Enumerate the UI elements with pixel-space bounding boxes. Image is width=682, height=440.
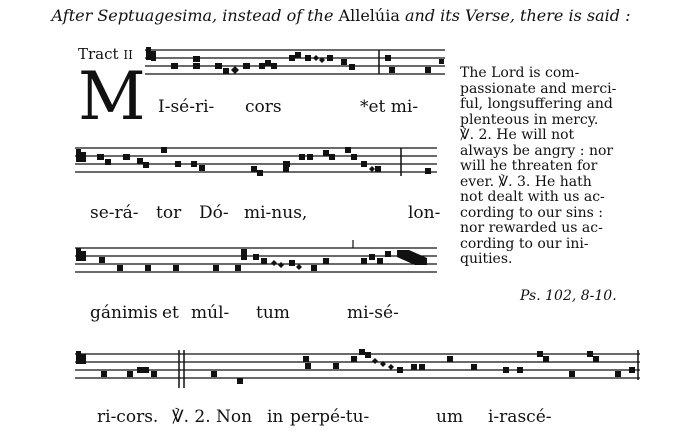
lyric-syllable: se-rá- xyxy=(90,203,139,223)
lyric-syllable: Dó- xyxy=(199,203,229,223)
rubric-alleluia: Allelúia xyxy=(338,6,400,25)
chant-staff-1 xyxy=(145,46,445,86)
lyric-syllable: ℣. 2. Non xyxy=(172,407,253,427)
lyric-syllable: I-sé-ri- xyxy=(158,97,215,117)
lyric-syllable: tor xyxy=(156,203,182,223)
lyric-syllable: et xyxy=(162,303,179,323)
translation-line: plenteous in mercy. xyxy=(460,111,599,128)
lyric-syllable: in xyxy=(267,407,284,427)
translation-line: The Lord is com- xyxy=(460,65,580,81)
chant-staff-4 xyxy=(75,350,640,390)
lyric-syllable: *et mi- xyxy=(360,97,419,117)
translation-line: nor rewarded us ac- xyxy=(460,220,603,236)
lyric-syllable: ri-cors. xyxy=(97,407,159,427)
lyric-syllable: gánimis xyxy=(90,303,158,323)
translation-line: passionate and merci- xyxy=(460,80,617,97)
rubric-part-3: and its Verse, there is said : xyxy=(404,6,631,25)
lyric-syllable: múl- xyxy=(191,303,230,323)
initial-letter: M xyxy=(78,58,146,135)
translation-line: always be angry : nor xyxy=(460,142,614,159)
chant-staff-3 xyxy=(75,244,437,284)
lyric-syllable: mi-sé- xyxy=(347,303,399,323)
lyric-syllable: perpé-tu- xyxy=(290,407,370,427)
chant-staff-2 xyxy=(75,144,437,184)
rubric-part-1: After Septuagesima, instead of the xyxy=(51,6,334,25)
lyric-syllable: lon- xyxy=(408,203,441,223)
tract-numeral: II xyxy=(123,48,133,62)
translation-line: ful, longsuffering and xyxy=(460,96,613,112)
lyric-syllable: um xyxy=(436,407,464,427)
translation-line: cording to our sins : xyxy=(460,204,603,221)
translation-line: ever. ℣. 3. He hath xyxy=(460,173,592,190)
rubric-line xyxy=(0,6,682,25)
translation-text xyxy=(460,66,640,268)
translation-line: ℣. 2. He will not xyxy=(460,127,575,143)
lyric-syllable: cors xyxy=(245,97,282,117)
tract-word: Tract xyxy=(78,45,119,63)
lyric-syllable: i-rascé- xyxy=(488,407,552,427)
lyric-syllable: tum xyxy=(256,303,290,323)
translation-line: not dealt with us ac- xyxy=(460,189,605,205)
translation-line: quities. xyxy=(460,251,513,267)
psalm-citation: Ps. 102, 8-10. xyxy=(520,288,617,304)
lyric-syllable: mi-nus, xyxy=(244,203,308,223)
translation-line: cording to our ini- xyxy=(460,235,589,252)
translation-line: will he threaten for xyxy=(460,158,598,174)
